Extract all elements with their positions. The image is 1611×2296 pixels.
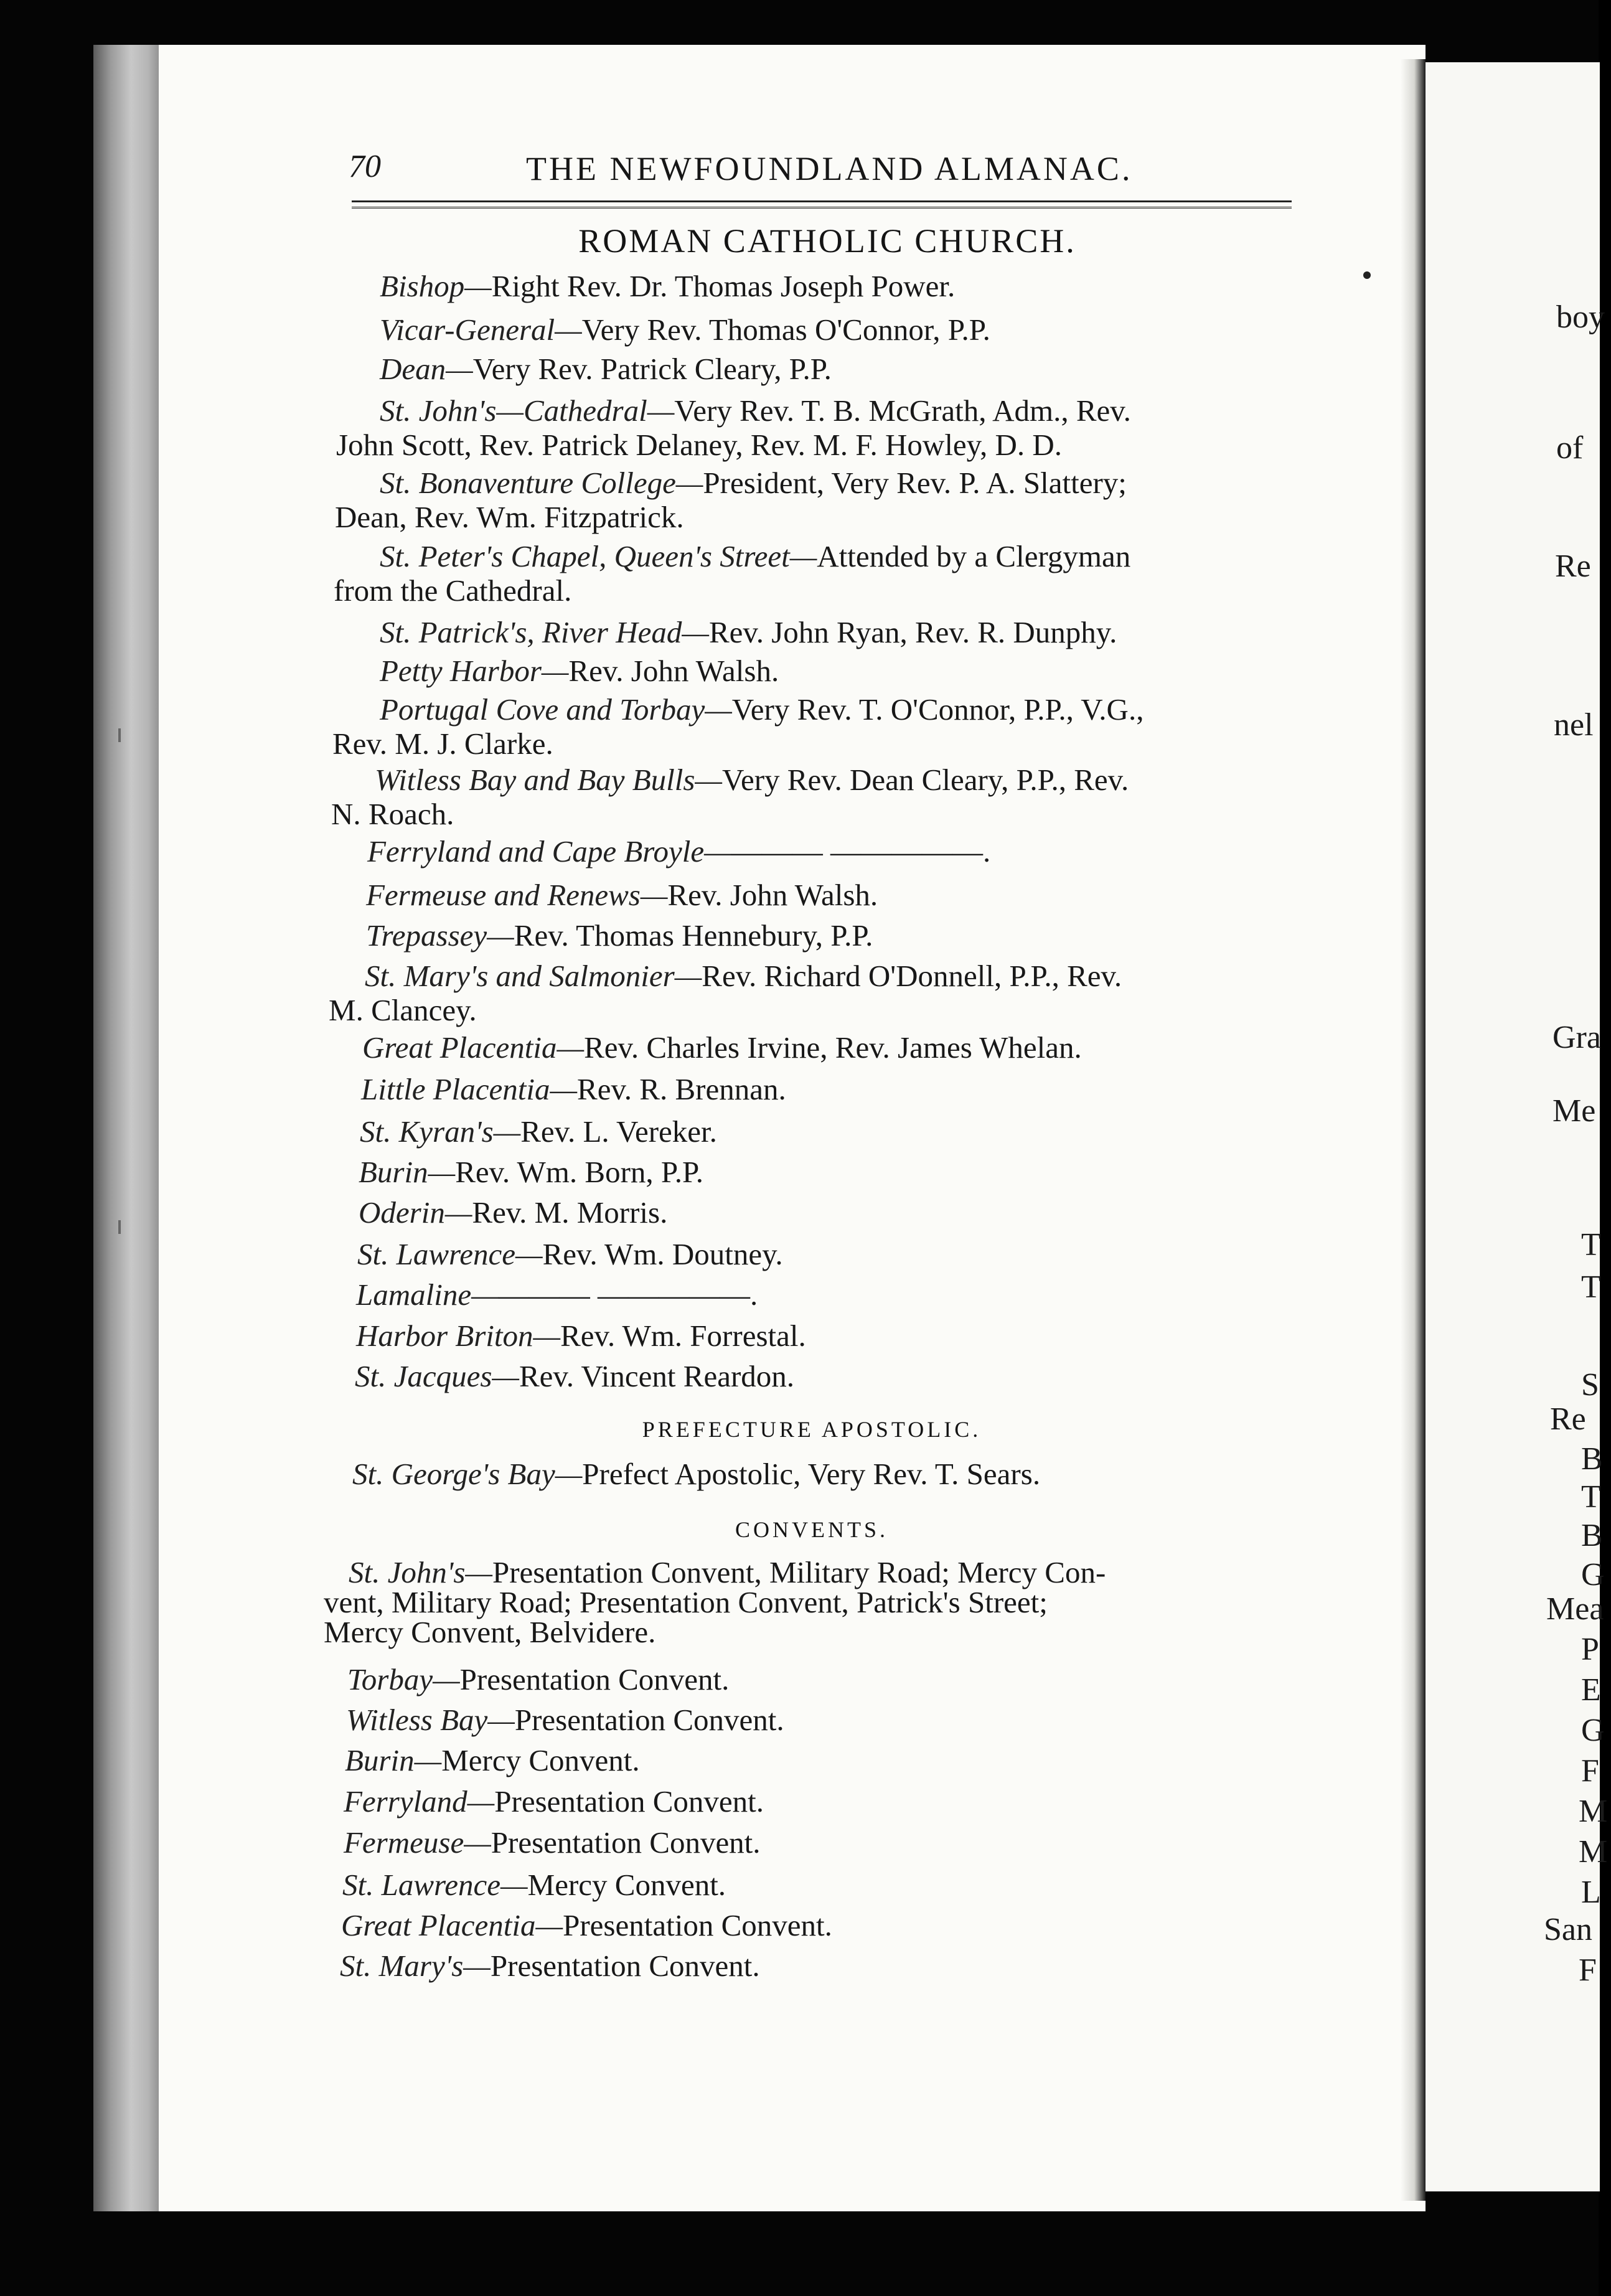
clergy-entry [324,269,1301,303]
facing-page-fragment: San [1544,1912,1592,1947]
entry-place: St. Bonaventure College— [380,466,703,500]
entry-place: Burin— [359,1155,456,1189]
facing-page-fragment: G [1581,1713,1605,1748]
entry-place: St. Mary's and Salmonier— [365,959,702,993]
entry-text: President, Very Rev. P. A. Slattery; [703,466,1127,500]
facing-page-fragment: T [1581,1479,1601,1515]
facing-page-fragment: Me [1552,1093,1596,1129]
entry-place: St. Mary's— [340,1949,491,1983]
facing-page-fragment: G [1581,1557,1605,1593]
entry-place: Witless Bay and Bay Bulls— [375,763,722,797]
convent-entry [324,1555,1301,1649]
entry-place: Burin— [345,1743,442,1777]
ink-speck [1363,271,1371,279]
clergy-entry [324,1114,1301,1149]
entry-place: St. Lawrence— [342,1868,528,1902]
facing-page-fragment: L [1581,1875,1601,1910]
clergy-entry [324,615,1301,649]
entry-place: Lamaline— [356,1277,499,1312]
clergy-entry [324,1195,1301,1230]
section-title-convents: CONVENTS. [735,1517,888,1542]
facing-page-fragment: Mea [1546,1591,1604,1627]
entry-text: Rev. L. Vereker. [520,1114,717,1149]
prefecture-entry [324,1457,1301,1491]
entry-place: Vicar-General— [380,313,582,347]
facing-page-fragment: P [1581,1632,1599,1667]
convent-entry [324,1949,1301,1983]
clergy-entry [324,466,1301,534]
entry-text: Prefect Apostolic, Very Rev. T. Sears. [582,1457,1041,1491]
entry-text: Rev. Thomas Hennebury, P.P. [514,918,873,953]
entry-text: Rev. Charles Irvine, Rev. James Whelan. [584,1030,1082,1065]
entry-text: Rev. John Ryan, Rev. R. Dunphy. [708,615,1117,649]
entry-text: Rev. M. Morris. [472,1195,668,1230]
entry-text: Attended by a Clergyman [817,539,1131,573]
facing-page-fragment: T [1581,1227,1601,1263]
clergy-entry [324,1072,1301,1106]
entry-text: Very Rev. T. B. McGrath, Adm., Rev. [674,393,1131,428]
entry-text: Rev. Wm. Born, P.P. [455,1155,704,1189]
entry-continuation: M. Clancey. [329,993,477,1027]
convent-entry [324,1784,1301,1818]
entry-continuation: Rev. M. J. Clarke. [332,727,553,761]
clergy-entry [324,763,1301,831]
entry-text: Very Rev. Dean Cleary, P.P., Rev. [722,763,1129,797]
clergy-entry [324,352,1301,386]
convent-entry [324,1825,1301,1860]
entry-text: Presentation Convent, Military Road; Mercy Con- [492,1555,1106,1589]
entry-continuation: N. Roach. [331,797,454,831]
entry-text: Presentation Convent. [459,1662,730,1696]
entry-place: Witless Bay— [346,1703,515,1737]
entry-text: Presentation Convent. [563,1908,832,1942]
page-gutter [1401,59,1425,2201]
entry-text: Rev. John Walsh. [667,878,878,912]
clergy-entry [324,1319,1301,1353]
page-number: 70 [349,149,381,184]
running-title: THE NEWFOUNDLAND ALMANAC. [526,150,1133,187]
entry-place: Ferryland and Cape Broyle— [367,834,731,868]
facing-page-fragment: Gra [1552,1020,1601,1055]
facing-page-fragment: F [1579,1952,1597,1988]
entry-text: Very Rev. T. O'Connor, P.P., V.G., [731,692,1144,727]
entry-place: St. Peter's Chapel, Queen's Street— [380,539,817,573]
convent-entry [324,1868,1301,1902]
facing-page-fragment: Re [1550,1401,1586,1437]
entry-place: St. George's Bay— [352,1457,583,1491]
entry-place: Fermeuse and Renews— [366,878,668,912]
entry-place: Bishop— [380,269,492,303]
clergy-entry [324,1155,1301,1189]
entry-text: Very Rev. Patrick Cleary, P.P. [472,352,832,386]
entry-text: Rev. Vincent Reardon. [519,1359,795,1393]
clergy-entry [324,313,1301,347]
entry-text: Rev. R. Brennan. [577,1072,786,1106]
entry-text: ——— —————. [731,834,991,868]
facing-page-fragment: M [1579,1834,1608,1870]
entry-continuation: from the Cathedral. [334,573,572,608]
facing-page-fragment: B [1581,1518,1603,1553]
facing-page-fragment: F [1581,1753,1599,1789]
clergy-entry [324,878,1301,912]
clergy-entry [324,1030,1301,1065]
entry-text: Mercy Convent. [527,1868,726,1902]
convent-entry [324,1743,1301,1777]
entry-text: Right Rev. Dr. Thomas Joseph Power. [491,269,956,303]
facing-page-fragment: S [1581,1367,1599,1403]
clergy-entry [324,692,1301,761]
entry-place: Trepassey— [366,918,514,953]
section-title-prefecture-apostolic: PREFECTURE APOSTOLIC. [642,1417,982,1442]
entry-place: Harbor Briton— [356,1319,561,1353]
facing-page-fragment: E [1581,1672,1601,1708]
entry-text: Rev. John Walsh. [568,654,779,688]
convent-entry [324,1703,1301,1737]
clergy-entry [324,1237,1301,1271]
clergy-entry [324,393,1301,462]
margin-mark [118,728,121,742]
convent-entry [324,1908,1301,1942]
facing-page-fragment: B [1581,1441,1603,1477]
entry-continuation: John Scott, Rev. Patrick Delaney, Rev. M. F. Howley, D. D. [336,428,1063,462]
clergy-entry [324,1359,1301,1393]
book-spine-edge [93,45,162,2211]
entry-text: Presentation Convent. [491,1825,761,1860]
entry-place: St. Jacques— [355,1359,519,1393]
entry-continuation: Mercy Convent, Belvidere. [324,1615,656,1649]
entry-place: St. John's—Cathedral— [380,393,675,428]
clergy-entry [324,834,1301,868]
entry-place: St. Lawrence— [357,1237,543,1271]
entry-place: St. John's— [349,1555,492,1589]
entry-place: Ferryland— [344,1784,495,1818]
clergy-entry [324,959,1301,1027]
clergy-entry [324,539,1301,608]
entry-place: Dean— [380,352,473,386]
clergy-entry [324,1277,1301,1312]
entry-text: Presentation Convent. [490,1949,760,1983]
entry-text: Mercy Convent. [441,1743,640,1777]
entry-text: Rev. Richard O'Donnell, P.P., Rev. [702,959,1122,993]
entry-place: Petty Harbor— [380,654,569,688]
clergy-entry [324,918,1301,953]
facing-page-fragment: Re [1555,548,1591,584]
entry-place: Oderin— [359,1195,472,1230]
facing-page-fragment: of [1556,430,1584,466]
header-rule [352,200,1292,209]
entry-place: St. Patrick's, River Head— [380,615,709,649]
entry-continuation: Dean, Rev. Wm. Fitzpatrick. [335,500,684,534]
entry-text: Presentation Convent. [494,1784,764,1818]
entry-place: Great Placentia— [362,1030,585,1065]
entry-text: Very Rev. Thomas O'Connor, P.P. [581,313,990,347]
entry-text: ——— —————. [498,1277,758,1312]
entry-place: Little Placentia— [361,1072,578,1106]
margin-mark [118,1220,121,1234]
facing-page-fragment: M [1579,1794,1608,1829]
running-header [349,148,1295,198]
entry-text: Presentation Convent. [514,1703,784,1737]
entry-place: Portugal Cove and Torbay— [380,692,732,727]
entry-text: Rev. Wm. Doutney. [542,1237,783,1271]
entry-place: Torbay— [347,1662,460,1696]
facing-page-fragment: T [1581,1269,1601,1305]
entry-place: Great Placentia— [341,1908,563,1942]
entry-text: Rev. Wm. Forrestal. [560,1319,806,1353]
convent-entry [324,1662,1301,1696]
clergy-entry [324,654,1301,688]
section-title-roman-catholic-church: ROMAN CATHOLIC CHURCH. [578,222,1076,260]
entry-place: St. Kyran's— [360,1114,521,1149]
entry-continuation: vent, Military Road; Presentation Convent, Patrick's Street; [324,1585,1048,1619]
facing-page-fragment: boy [1556,299,1605,335]
entry-place: Fermeuse— [344,1825,491,1860]
facing-page-fragment: nel [1554,707,1594,743]
